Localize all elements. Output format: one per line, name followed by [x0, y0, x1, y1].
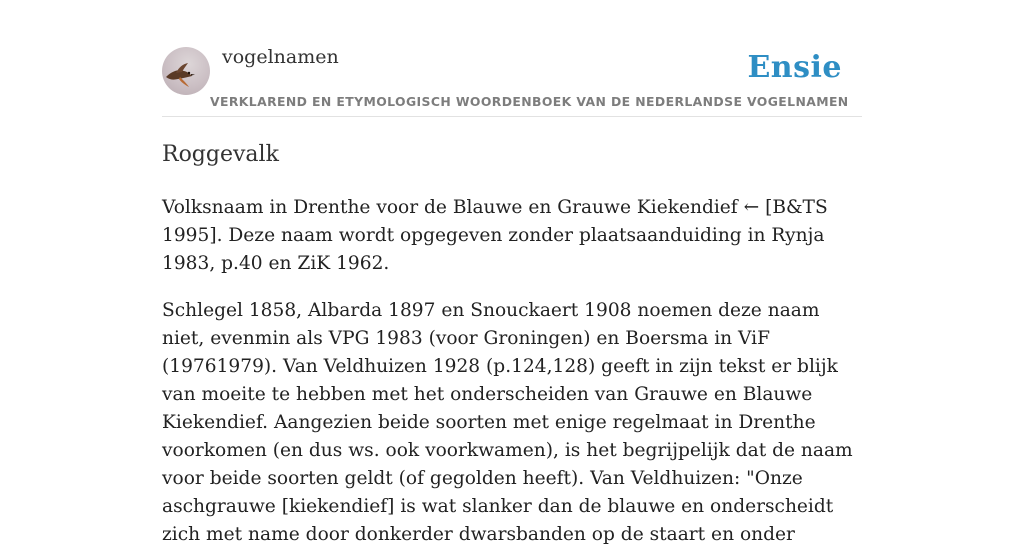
article-title: Roggevalk — [162, 142, 279, 167]
site-header — [162, 0, 862, 117]
site-avatar[interactable] — [162, 47, 210, 95]
article-paragraph: Volksnaam in Drenthe voor de Blauwe en Grauwe Kiekendief ← [B&TS 1995]. Deze naam wordt opgegeven zonder plaatsaanduiding in Rynja 1983, p.40 en ZiK 1962. — [162, 197, 828, 274]
site-tagline: VERKLAREND EN ETYMOLOGISCH WOORDENBOEK VAN DE NEDERLANDSE VOGELNAMEN — [210, 94, 849, 109]
site-name[interactable]: vogelnamen — [222, 46, 339, 68]
brand-logo[interactable]: Ensie — [747, 50, 842, 85]
article-paragraph: Schlegel 1858, Albarda 1897 en Snouckaert 1908 noemen deze naam niet, evenmin als VPG 1983 (voor Groningen) en Boersma in ViF (19761979). Van Veldhuizen 1928 (p.124,128) geeft in zijn tekst er blijk van moeite te hebben met het onderscheiden van Grauwe en Blauwe Kiekendief. Aangezien beide soorten met enige regelmaat in Drenthe voorkomen (en dus ws. ook voorkwamen), is het begrijpelijk dat de naam voor beide soorten geldt (of gegolden heeft). Van Veldhuizen: "Onze aschgrauwe [kiekendief] is wat slanker dan de blauwe en onderscheidt zich met name door donkerder dwarsbanden op de staart en onder — [162, 300, 853, 545]
article — [162, 140, 862, 549]
bird-icon — [162, 47, 210, 95]
